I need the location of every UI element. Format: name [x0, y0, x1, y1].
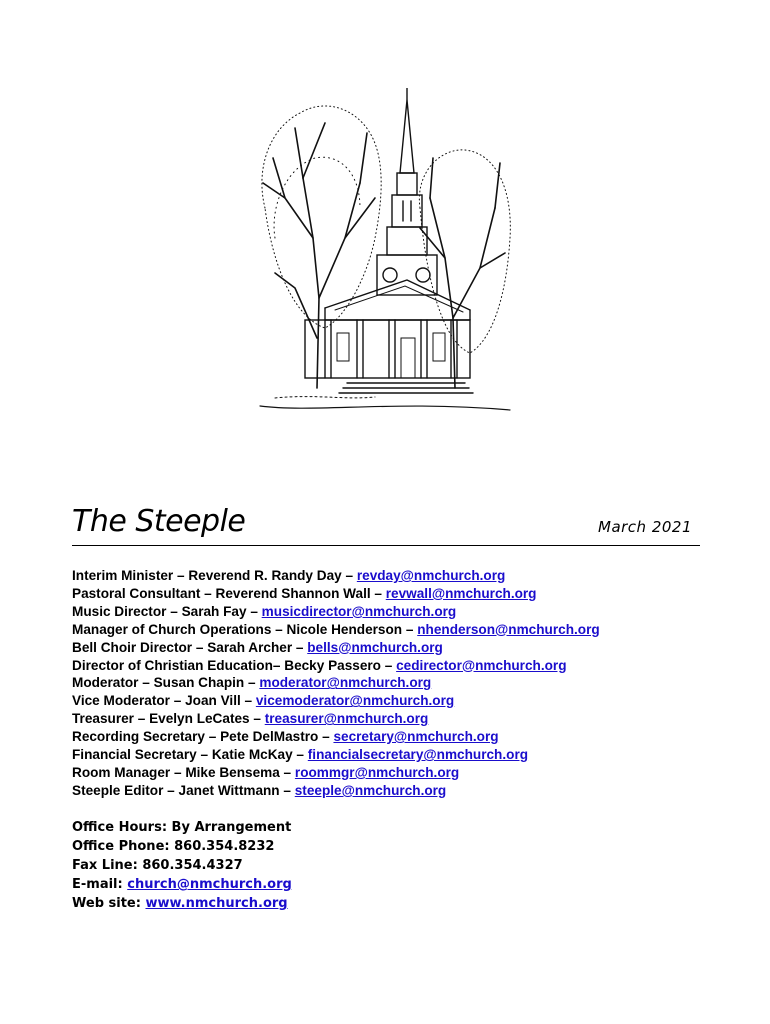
- office-phone: Office Phone: 860.354.8232: [72, 839, 275, 854]
- staff-email-link[interactable]: revwall@nmchurch.org: [385, 585, 537, 601]
- web-site: Web site: www.nmchurch.org: [72, 896, 288, 911]
- fax-line: Fax Line: 860.354.4327: [72, 858, 243, 873]
- newsletter-title: The Steeple: [72, 504, 246, 539]
- web-site-link[interactable]: www.nmchurch.org: [145, 896, 288, 911]
- staff-name: Pete DelMastro: [220, 729, 319, 745]
- staff-email-link[interactable]: bells@nmchurch.org: [307, 639, 443, 655]
- office-email-link[interactable]: church@nmchurch.org: [127, 877, 292, 892]
- staff-role: Financial Secretary: [72, 747, 197, 763]
- staff-email-link[interactable]: nhenderson@nmchurch.org: [417, 621, 600, 637]
- staff-email-link[interactable]: vicemoderator@nmchurch.org: [255, 693, 455, 709]
- staff-name: Reverend R. Randy Day: [188, 568, 342, 583]
- staff-name: Reverend Shannon Wall: [215, 585, 371, 601]
- staff-email-link[interactable]: moderator@nmchurch.org: [259, 675, 432, 691]
- staff-directory: [72, 567, 762, 800]
- staff-role: Manager of Church Operations: [72, 621, 272, 637]
- staff-name: Mike Bensema: [185, 764, 280, 780]
- issue-date: March 2021: [598, 518, 692, 536]
- staff-name: Nicole Henderson: [286, 621, 403, 637]
- office-email: E-mail: church@nmchurch.org: [72, 877, 292, 892]
- staff-name: Susan Chapin: [153, 675, 245, 691]
- staff-name: Joan Vill: [185, 693, 241, 709]
- staff-role: Interim Minister: [72, 568, 174, 583]
- staff-name: Sarah Archer: [207, 639, 293, 655]
- staff-row: Vice Moderator – Joan Vill – vicemoderator@nmchurch.org: [72, 693, 455, 709]
- masthead: [72, 503, 700, 546]
- staff-name: Sarah Fay: [181, 603, 247, 619]
- staff-email-link[interactable]: cedirector@nmchurch.org: [396, 657, 567, 673]
- staff-row: Director of Christian Education– Becky Passero – cedirector@nmchurch.org: [72, 657, 567, 673]
- staff-role: Pastoral Consultant: [72, 585, 201, 601]
- staff-name: Becky Passero: [284, 657, 381, 673]
- staff-row: Moderator – Susan Chapin – moderator@nmchurch.org: [72, 675, 432, 691]
- staff-email-link[interactable]: financialsecretary@nmchurch.org: [307, 747, 529, 763]
- staff-row: Treasurer – Evelyn LeCates – treasurer@nmchurch.org: [72, 711, 429, 727]
- staff-row: Bell Choir Director – Sarah Archer – bells@nmchurch.org: [72, 639, 443, 655]
- staff-role: Director of Christian Education: [72, 657, 273, 673]
- staff-role: Moderator: [72, 675, 139, 691]
- staff-email-link[interactable]: treasurer@nmchurch.org: [264, 711, 429, 727]
- staff-role: Vice Moderator: [72, 693, 170, 709]
- staff-role: Steeple Editor: [72, 782, 164, 798]
- staff-role: Treasurer: [72, 711, 134, 727]
- staff-name: Janet Wittmann: [178, 782, 280, 798]
- staff-role: Recording Secretary: [72, 729, 205, 745]
- office-hours: Office Hours: By Arrangement: [72, 820, 292, 835]
- office-info: [72, 818, 572, 913]
- staff-email-link[interactable]: musicdirector@nmchurch.org: [261, 603, 457, 619]
- staff-row: Music Director – Sarah Fay – musicdirector@nmchurch.org: [72, 603, 457, 619]
- staff-email-link[interactable]: secretary@nmchurch.org: [333, 729, 499, 745]
- staff-row: Steeple Editor – Janet Wittmann – steeple@nmchurch.org: [72, 782, 447, 798]
- staff-role: Room Manager: [72, 764, 171, 780]
- staff-row: Pastoral Consultant – Reverend Shannon Wall – revwall@nmchurch.org: [72, 585, 537, 601]
- staff-email-link[interactable]: revday@nmchurch.org: [356, 568, 506, 583]
- staff-row: Recording Secretary – Pete DelMastro – secretary@nmchurch.org: [72, 729, 499, 745]
- church-steeple-illustration-icon: [255, 88, 515, 430]
- staff-name: Evelyn LeCates: [149, 711, 250, 727]
- staff-row: Interim Minister – Reverend R. Randy Day – revday@nmchurch.org: [72, 568, 506, 583]
- staff-email-link[interactable]: steeple@nmchurch.org: [294, 782, 447, 798]
- staff-role: Bell Choir Director: [72, 639, 193, 655]
- staff-row: Financial Secretary – Katie McKay – financialsecretary@nmchurch.org: [72, 747, 529, 763]
- staff-name: Katie McKay: [211, 747, 293, 763]
- staff-email-link[interactable]: roommgr@nmchurch.org: [294, 764, 460, 780]
- staff-row: Room Manager – Mike Bensema – roommgr@nmchurch.org: [72, 764, 460, 780]
- staff-row: Manager of Church Operations – Nicole Henderson – nhenderson@nmchurch.org: [72, 621, 600, 637]
- staff-role: Music Director: [72, 603, 167, 619]
